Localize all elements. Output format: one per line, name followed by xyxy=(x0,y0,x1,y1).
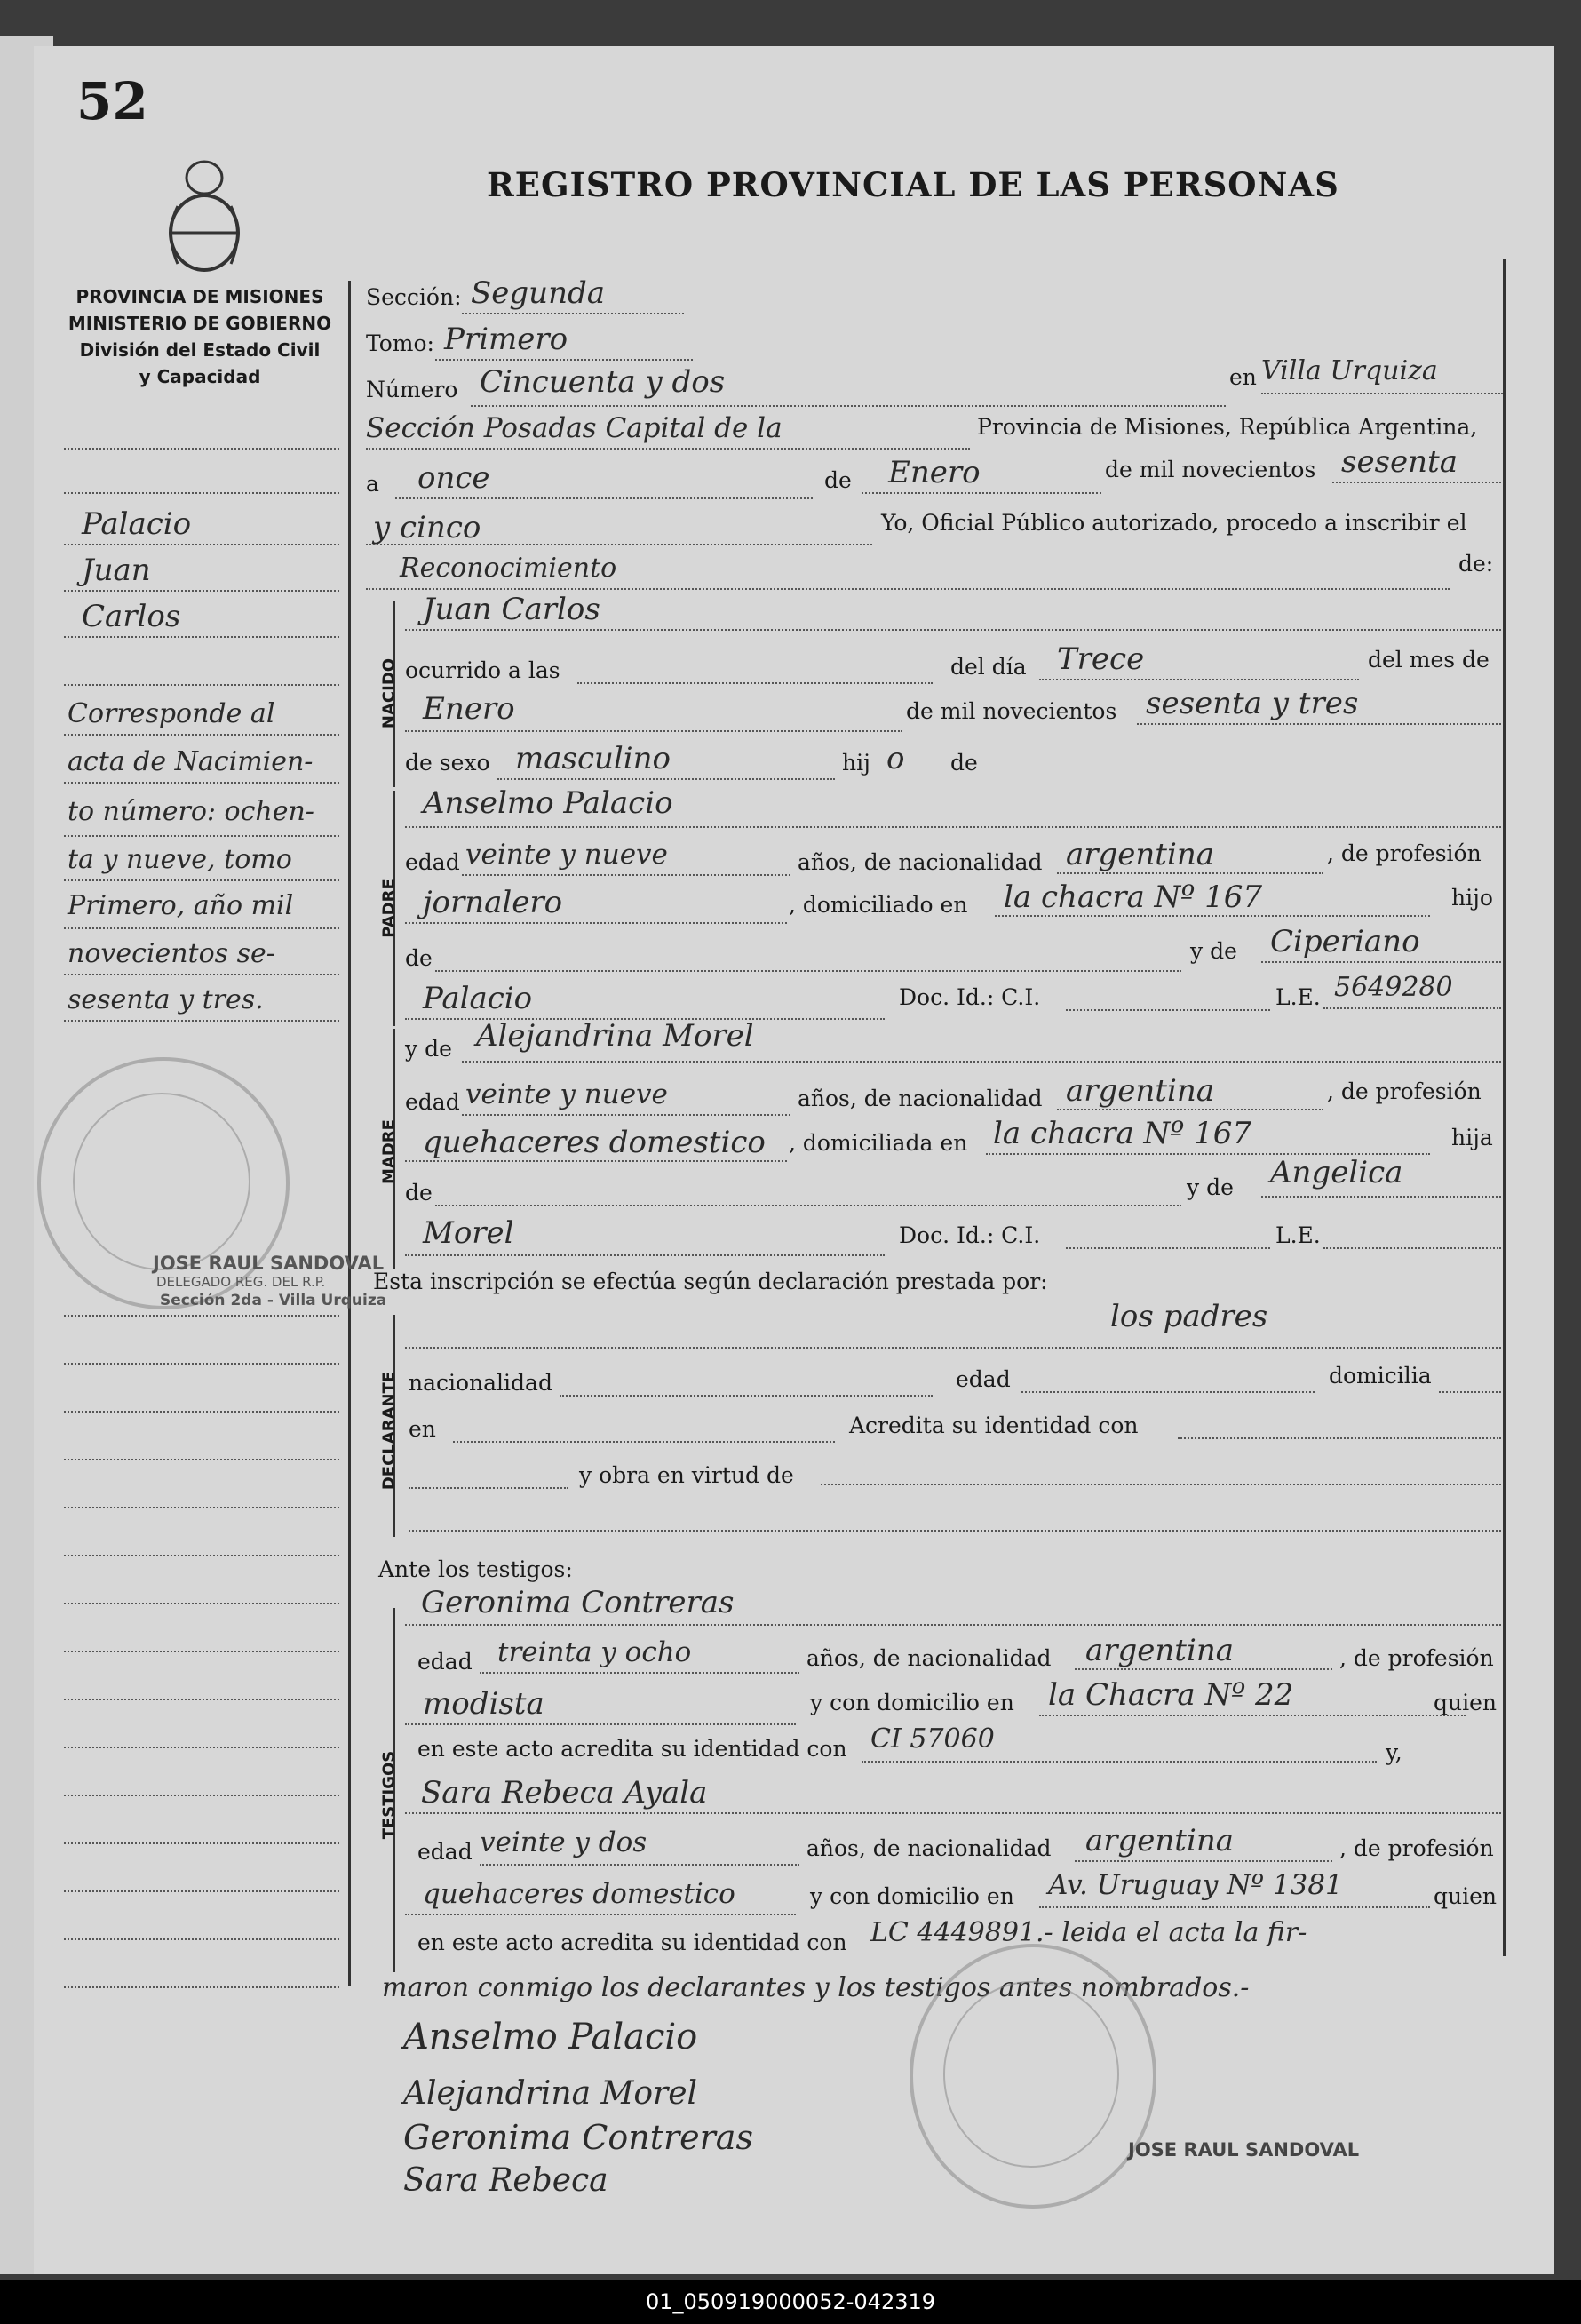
line-decl-obra xyxy=(821,1484,1501,1485)
division-label: División del Estado Civil xyxy=(79,339,321,361)
line-anio-2 xyxy=(366,544,872,545)
line-t2-prof xyxy=(405,1914,796,1915)
line-dia xyxy=(395,497,813,499)
label-madre-y-de-2: y de xyxy=(1187,1174,1234,1200)
seal-cargo: DELEGADO REG. DEL R.P. xyxy=(156,1274,326,1290)
line-padre-edad xyxy=(462,874,790,876)
label-madre-dom: , domiciliada en xyxy=(789,1130,968,1156)
label-en: en xyxy=(1229,364,1257,390)
line-t2-edad xyxy=(480,1864,799,1866)
value-lugar: Villa Urquiza xyxy=(1261,355,1438,386)
line-testigo2-nombre xyxy=(405,1812,1501,1814)
margin-nombre-2: Carlos xyxy=(82,599,181,634)
line-padre-padre xyxy=(435,970,1181,972)
label-t2-prof: , de profesión xyxy=(1339,1835,1494,1861)
margin-line xyxy=(64,1020,339,1022)
line-anio-nac xyxy=(1137,723,1501,725)
label-decl-domicilia: domicilia xyxy=(1329,1363,1432,1389)
value-t2-nac: argentina xyxy=(1085,1823,1235,1858)
seal-name: JOSE RAUL SANDOVAL xyxy=(153,1253,385,1274)
value-padre-madre: Ciperiano xyxy=(1270,924,1420,959)
value-testigo1-nombre: Geronima Contreras xyxy=(421,1585,735,1620)
label-padre-dom: , domiciliado en xyxy=(789,892,968,918)
value-t2-prof: quehaceres domestico xyxy=(423,1878,735,1910)
label-t1-dom: y con domicilio en xyxy=(810,1690,1014,1715)
margin-line xyxy=(64,1747,339,1748)
value-t2-dom: Av. Uruguay Nº 1381 xyxy=(1048,1869,1343,1901)
label-del-mes: del mes de xyxy=(1368,647,1490,673)
label-de-padres: de xyxy=(950,750,978,776)
value-dia: once xyxy=(417,460,490,496)
value-seccion: Segunda xyxy=(471,275,606,311)
line-madre-madre-2 xyxy=(405,1254,885,1256)
signature: Anselmo Palacio xyxy=(403,2017,698,2057)
label-decl-nacionalidad: nacionalidad xyxy=(409,1370,552,1396)
side-label-padre: PADRE xyxy=(379,879,399,938)
value-t2-doc: LC 4449891.- leida el acta la fir- xyxy=(870,1917,1307,1948)
margin-note-line: sesenta y tres. xyxy=(68,984,264,1015)
line-madre-le xyxy=(1323,1247,1501,1249)
label-de-inscribir: de: xyxy=(1458,551,1494,577)
line-mes-nac xyxy=(405,730,902,732)
line-lugar xyxy=(1261,393,1503,394)
label-padre-hijo: hijo xyxy=(1451,885,1493,911)
page-title: REGISTRO PROVINCIAL DE LAS PERSONAS xyxy=(487,165,1339,204)
value-anio-2: y cinco xyxy=(373,510,481,545)
line-t2-dom xyxy=(1039,1906,1430,1908)
label-padre-edad: edad xyxy=(405,849,460,875)
margin-line xyxy=(64,544,339,545)
margin-line xyxy=(64,492,339,494)
coat-of-arms-icon xyxy=(155,153,253,277)
label-numero: Número xyxy=(366,377,458,402)
margin-line xyxy=(64,1699,339,1700)
value-madre-nombre: Alejandrina Morel xyxy=(476,1018,754,1054)
margin-line xyxy=(64,1411,339,1413)
label-ante-testigos: Ante los testigos: xyxy=(378,1556,573,1582)
margin-line xyxy=(64,974,339,975)
line-t2-nac xyxy=(1075,1860,1332,1862)
value-padre-dom: la chacra Nº 167 xyxy=(1004,879,1262,915)
line-madre-padre xyxy=(435,1205,1181,1206)
right-border xyxy=(1503,259,1506,1956)
label-a: a xyxy=(366,471,379,497)
margin-nombre-1: Juan xyxy=(82,553,151,588)
margin-note-line: Primero, año mil xyxy=(68,890,294,921)
margin-line xyxy=(64,636,339,638)
line-padre-nombre xyxy=(405,826,1501,828)
value-t1-dom: la Chacra Nº 22 xyxy=(1048,1677,1294,1713)
line-padre-ci xyxy=(1066,1009,1270,1011)
margin-line xyxy=(64,590,339,592)
margin-line xyxy=(64,1890,339,1892)
line-t1-doc xyxy=(862,1761,1377,1763)
label-madre-y-de: y de xyxy=(405,1036,452,1062)
value-hij: o xyxy=(886,741,905,776)
line-decl-domicilia xyxy=(1439,1391,1501,1393)
line-tipo xyxy=(366,588,1450,590)
label-madre-edad: edad xyxy=(405,1089,460,1115)
margin-line xyxy=(64,879,339,881)
official-seal-inner xyxy=(943,1981,1119,2168)
value-madre-nac: argentina xyxy=(1066,1073,1215,1109)
label-padre-le: L.E. xyxy=(1275,984,1321,1010)
margin-line xyxy=(64,1651,339,1652)
side-label-declarante: DECLARANTE xyxy=(379,1371,399,1491)
value-numero: Cincuenta y dos xyxy=(480,364,726,400)
ministry-label: MINISTERIO DE GOBIERNO xyxy=(68,313,332,334)
label-t1-quien: quien xyxy=(1434,1690,1497,1715)
seal-name-2: JOSE RAUL SANDOVAL xyxy=(1128,2139,1360,2161)
value-padre-prof: jornalero xyxy=(423,885,563,920)
value-tomo: Primero xyxy=(444,322,568,357)
page-number: 52 xyxy=(76,71,148,131)
label-t1-prof: , de profesión xyxy=(1339,1645,1494,1671)
label-inscripcion: Esta inscripción se efectúa según declaración prestada por: xyxy=(373,1269,1048,1294)
label-madre-doc: Doc. Id.: C.I. xyxy=(899,1222,1041,1248)
seal-seccion: Sección 2da - Villa Urquiza xyxy=(160,1292,387,1309)
label-decl-obra: y obra en virtud de xyxy=(579,1462,794,1488)
margin-line xyxy=(64,782,339,784)
value-sexo: masculino xyxy=(515,741,671,776)
signature: Sara Rebeca xyxy=(403,2162,608,2199)
margin-line xyxy=(64,1507,339,1508)
label-sexo: de sexo xyxy=(405,750,490,776)
label-hij: hij xyxy=(842,750,870,776)
label-t2-dom: y con domicilio en xyxy=(810,1883,1014,1909)
line-sexo xyxy=(497,778,835,780)
margin-note-line: acta de Nacimien- xyxy=(68,746,314,777)
line-madre-ci xyxy=(1066,1247,1270,1249)
value-t1-nac: argentina xyxy=(1085,1633,1235,1668)
margin-line xyxy=(64,1795,339,1796)
label-de-mes: de xyxy=(824,467,852,493)
line-decl-edad xyxy=(1021,1391,1315,1393)
label-madre-le: L.E. xyxy=(1275,1222,1321,1248)
label-madre-prof: , de profesión xyxy=(1327,1078,1482,1104)
margin-note-line: ta y nueve, tomo xyxy=(68,844,292,875)
official-seal-inner xyxy=(73,1093,250,1270)
label-padre-de: de xyxy=(405,945,433,971)
line-tomo xyxy=(435,359,693,361)
value-padre-nac: argentina xyxy=(1066,837,1215,872)
margin-line xyxy=(64,1938,339,1940)
margin-line xyxy=(64,927,339,929)
value-tipo: Reconocimiento xyxy=(400,553,617,584)
line-nombre-nacido xyxy=(405,629,1501,631)
value-padre-edad: veinte y nueve xyxy=(465,839,668,871)
margin-line xyxy=(64,1363,339,1365)
margin-note-line: novecientos se- xyxy=(68,938,275,969)
margin-line xyxy=(64,1986,339,1988)
label-de-mil-nac: de mil novecientos xyxy=(906,698,1117,724)
value-madre-dom: la chacra Nº 167 xyxy=(993,1116,1251,1151)
line-madre-nombre xyxy=(462,1061,1501,1063)
margin-line xyxy=(64,734,339,736)
line-padre-dom xyxy=(995,915,1430,917)
label-de-mil: de mil novecientos xyxy=(1105,457,1316,482)
line-padre-nac xyxy=(1057,872,1323,874)
label-decl-edad: edad xyxy=(956,1366,1011,1392)
side-label-testigos: TESTIGOS xyxy=(379,1750,399,1840)
margin-line xyxy=(64,1603,339,1604)
line-testigo1-nombre xyxy=(405,1624,1501,1626)
side-label-madre: MADRE xyxy=(379,1119,399,1184)
signature: Geronima Contreras xyxy=(403,2118,753,2157)
label-provincia: Provincia de Misiones, República Argentina, xyxy=(977,414,1478,440)
label-decl-en: en xyxy=(409,1416,436,1442)
province-label: PROVINCIA DE MISIONES xyxy=(75,286,324,307)
label-padre-doc: Doc. Id.: C.I. xyxy=(899,984,1041,1010)
margin-line xyxy=(64,1842,339,1844)
line-t1-nac xyxy=(1075,1668,1332,1670)
label-t2-quien: quien xyxy=(1434,1883,1497,1909)
margin-line xyxy=(64,835,339,837)
line-madre-madre xyxy=(1261,1196,1501,1198)
value-testigo2-nombre: Sara Rebeca Ayala xyxy=(421,1775,708,1811)
margin-line xyxy=(64,448,339,450)
label-t1-y: y, xyxy=(1386,1739,1402,1765)
margin-note-line: Corresponde al xyxy=(68,698,275,729)
label-madre-de: de xyxy=(405,1180,433,1206)
value-mes: Enero xyxy=(888,455,981,490)
line-mes xyxy=(862,492,1101,494)
value-t1-edad: treinta y ocho xyxy=(497,1636,692,1668)
line-t1-dom xyxy=(1039,1715,1466,1716)
value-madre-madre: Angelica xyxy=(1270,1155,1403,1190)
margin-line xyxy=(64,1555,339,1556)
label-madre-nac: años, de nacionalidad xyxy=(798,1086,1043,1111)
signature: Alejandrina Morel xyxy=(403,2075,698,2112)
line-t1-edad xyxy=(480,1672,799,1674)
line-declarante-por xyxy=(405,1347,1501,1349)
margin-apellido: Palacio xyxy=(82,506,192,542)
label-padre-y-de: y de xyxy=(1190,938,1237,964)
side-label-nacido: NACIDO xyxy=(379,657,399,729)
value-madre-prof: quehaceres domestico xyxy=(423,1125,766,1160)
line-numero xyxy=(471,405,1226,407)
margin-line xyxy=(64,684,339,686)
value-cierre: maron conmigo los declarantes y los testigos antes nombrados.- xyxy=(382,1972,1250,2003)
margin-line xyxy=(64,1459,339,1460)
label-madre-hija: hija xyxy=(1451,1125,1493,1150)
label-tomo: Tomo: xyxy=(366,330,434,356)
value-dia-nac: Trece xyxy=(1057,641,1145,677)
value-madre-edad: veinte y nueve xyxy=(465,1078,668,1110)
line-padre-le xyxy=(1323,1007,1501,1009)
value-lugar-2: Sección Posadas Capital de la xyxy=(366,412,783,444)
label-del-dia: del día xyxy=(950,654,1027,680)
value-padre-nombre: Anselmo Palacio xyxy=(423,785,673,821)
label-t2-nac: años, de nacionalidad xyxy=(806,1835,1052,1861)
value-anio-nac: sesenta y tres xyxy=(1146,686,1359,721)
label-padre-nac: años, de nacionalidad xyxy=(798,849,1043,875)
margin-note-line: to número: ochen- xyxy=(68,796,314,827)
label-t1-nac: años, de nacionalidad xyxy=(806,1645,1052,1671)
line-madre-prof xyxy=(405,1160,787,1162)
line-seccion xyxy=(462,313,684,314)
value-t2-edad: veinte y dos xyxy=(480,1827,647,1858)
value-nombre-nacido: Juan Carlos xyxy=(423,592,600,627)
label-yo: Yo, Oficial Público autorizado, procedo a inscribir el xyxy=(881,510,1467,536)
image-caption: 01_050919000052-042319 xyxy=(0,2280,1581,2324)
line-hora xyxy=(577,682,933,684)
value-t1-prof: modista xyxy=(423,1686,544,1722)
line-decl-nacionalidad xyxy=(560,1395,933,1397)
division-label-2: y Capacidad xyxy=(139,366,261,387)
margin-divider xyxy=(348,281,351,1986)
line-decl-extra xyxy=(409,1487,568,1489)
line-padre-madre xyxy=(1261,961,1501,963)
label-padre-prof: , de profesión xyxy=(1327,840,1482,866)
value-anio: sesenta xyxy=(1341,444,1458,480)
value-t1-doc: CI 57060 xyxy=(870,1723,995,1755)
value-padre-le: 5649280 xyxy=(1334,972,1453,1003)
label-t1-acredita: en este acto acredita su identidad con xyxy=(417,1736,847,1762)
value-padre-madre-2: Palacio xyxy=(423,981,533,1016)
label-t2-edad: edad xyxy=(417,1839,473,1865)
line-madre-nac xyxy=(1057,1109,1323,1110)
label-ocurrido: ocurrido a las xyxy=(405,657,560,683)
line-decl-extra-2 xyxy=(409,1530,1501,1532)
line-decl-acredita xyxy=(1178,1437,1501,1439)
margin-line xyxy=(64,1315,339,1317)
line-t1-prof xyxy=(405,1723,796,1725)
label-decl-acredita: Acredita su identidad con xyxy=(849,1413,1139,1438)
label-t1-edad: edad xyxy=(417,1649,473,1675)
label-seccion: Sección: xyxy=(366,284,462,310)
line-madre-edad xyxy=(462,1114,790,1116)
value-mes-nac: Enero xyxy=(423,691,515,727)
line-decl-en xyxy=(453,1441,835,1443)
line-padre-prof xyxy=(405,922,787,924)
line-anio xyxy=(1332,482,1501,483)
value-madre-madre-2: Morel xyxy=(423,1215,514,1251)
line-lugar-2 xyxy=(366,448,970,450)
line-dia-nac xyxy=(1039,679,1359,680)
value-declarante-por: los padres xyxy=(1110,1299,1268,1334)
label-t2-acredita: en este acto acredita su identidad con xyxy=(417,1930,847,1955)
